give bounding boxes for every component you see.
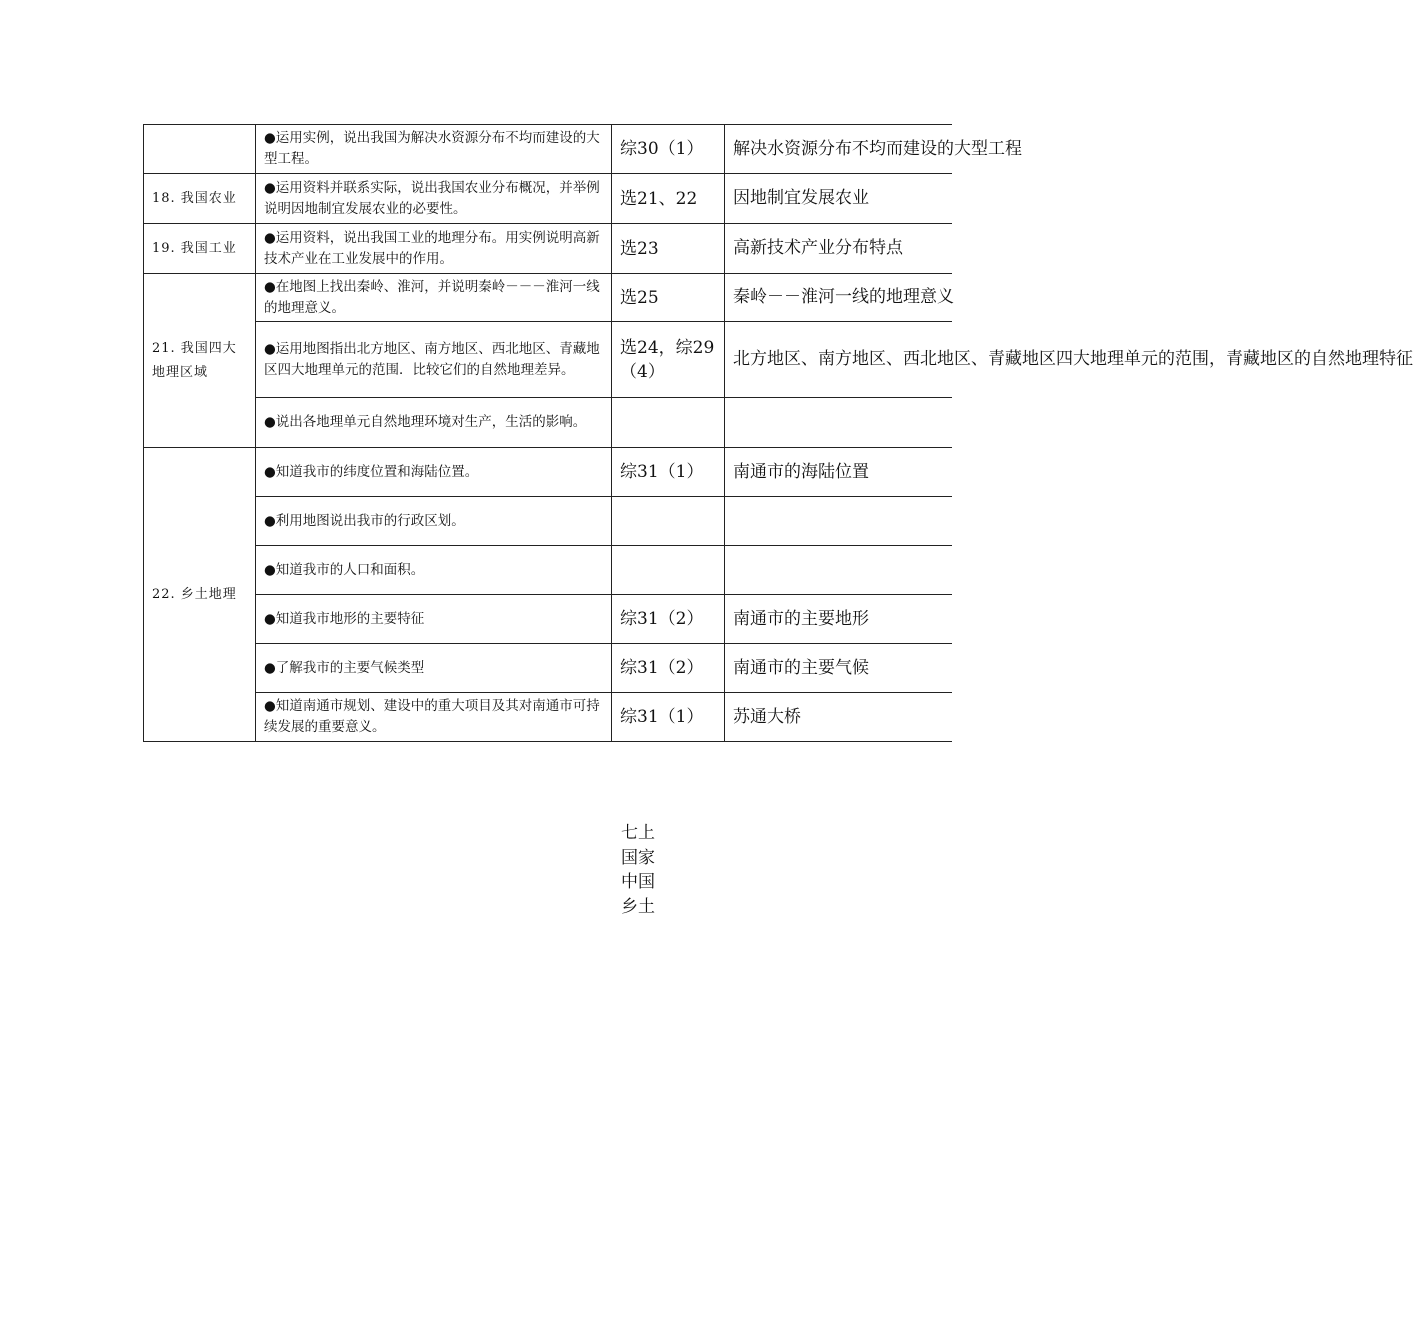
exam-item-cell: 综31（1）	[612, 448, 725, 497]
standard-cell: ●说出各地理单元自然地理环境对生产，生活的影响。	[256, 398, 612, 448]
standard-cell: ●了解我市的主要气候类型	[256, 644, 612, 693]
table-row	[144, 125, 952, 174]
standard-cell: ●运用实例，说出我国为解决水资源分布不均而建设的大型工程。	[256, 125, 612, 174]
table-row	[144, 322, 952, 398]
knowledge-point-cell: 解决水资源分布不均而建设的大型工程	[725, 125, 952, 174]
exam-item-cell	[612, 546, 725, 595]
exam-item-cell	[612, 398, 725, 448]
knowledge-point-cell: 苏通大桥	[725, 693, 952, 742]
table-row	[144, 174, 952, 224]
table-row	[144, 546, 952, 595]
standard-cell: ●知道我市的人口和面积。	[256, 546, 612, 595]
knowledge-point-cell	[725, 546, 952, 595]
exam-item-cell: 选23	[612, 224, 725, 274]
standard-cell: ●运用地图指出北方地区、南方地区、西北地区、青藏地区四大地理单元的范围．比较它们的自然地理差异。	[256, 322, 612, 398]
topic-cell	[144, 125, 256, 174]
footnote-line: 七上	[621, 823, 655, 843]
standard-cell: ●知道我市地形的主要特征	[256, 595, 612, 644]
table-row	[144, 224, 952, 274]
exam-item-cell: 综31（2）	[612, 644, 725, 693]
exam-item-cell: 选24，综29（4）	[612, 322, 725, 398]
knowledge-point-cell: 南通市的主要地形	[725, 595, 952, 644]
knowledge-point-cell	[725, 497, 952, 546]
exam-item-cell: 综30（1）	[612, 125, 725, 174]
knowledge-point-cell: 南通市的主要气候	[725, 644, 952, 693]
exam-item-cell: 选21、22	[612, 174, 725, 224]
table-row	[144, 693, 952, 742]
table-row	[144, 595, 952, 644]
footnote-line: 中国	[621, 872, 655, 892]
footnote-line: 乡土	[621, 896, 655, 917]
knowledge-point-cell	[725, 398, 952, 448]
knowledge-point-cell: 南通市的海陆位置	[725, 448, 952, 497]
topic-cell: 21. 我国四大地理区域	[144, 274, 256, 448]
exam-item-cell: 选25	[612, 274, 725, 322]
standard-cell: ●利用地图说出我市的行政区划。	[256, 497, 612, 546]
standard-cell: ●在地图上找出秦岭、淮河，并说明秦岭－－－淮河一线的地理意义。	[256, 274, 612, 322]
standard-cell: ●知道我市的纬度位置和海陆位置。	[256, 448, 612, 497]
standard-cell: ●运用资料，说出我国工业的地理分布。用实例说明高新技术产业在工业发展中的作用。	[256, 224, 612, 274]
footnote-line: 国家	[621, 847, 655, 868]
exam-item-cell: 综31（1）	[612, 693, 725, 742]
curriculum-table	[143, 124, 1413, 742]
table-row	[144, 497, 952, 546]
topic-cell: 19. 我国工业	[144, 224, 256, 274]
topic-cell: 18. 我国农业	[144, 174, 256, 224]
knowledge-point-cell: 因地制宜发展农业	[725, 174, 952, 224]
exam-item-cell	[612, 497, 725, 546]
knowledge-point-cell: 高新技术产业分布特点	[725, 224, 952, 274]
table-row	[144, 274, 952, 322]
table-row	[144, 398, 952, 448]
topic-cell: 22. 乡土地理	[144, 448, 256, 742]
knowledge-point-cell: 北方地区、南方地区、西北地区、青藏地区四大地理单元的范围，青藏地区的自然地理特征	[725, 322, 952, 398]
exam-item-cell: 综31（2）	[612, 595, 725, 644]
standard-cell: ●知道南通市规划、建设中的重大项目及其对南通市可持续发展的重要意义。	[256, 693, 612, 742]
footnote-list	[621, 821, 655, 919]
knowledge-point-cell: 秦岭－－淮河一线的地理意义	[725, 274, 952, 322]
standard-cell: ●运用资料并联系实际，说出我国农业分布概况，并举例说明因地制宜发展农业的必要性。	[256, 174, 612, 224]
table-row	[144, 644, 952, 693]
table-row	[144, 448, 952, 497]
